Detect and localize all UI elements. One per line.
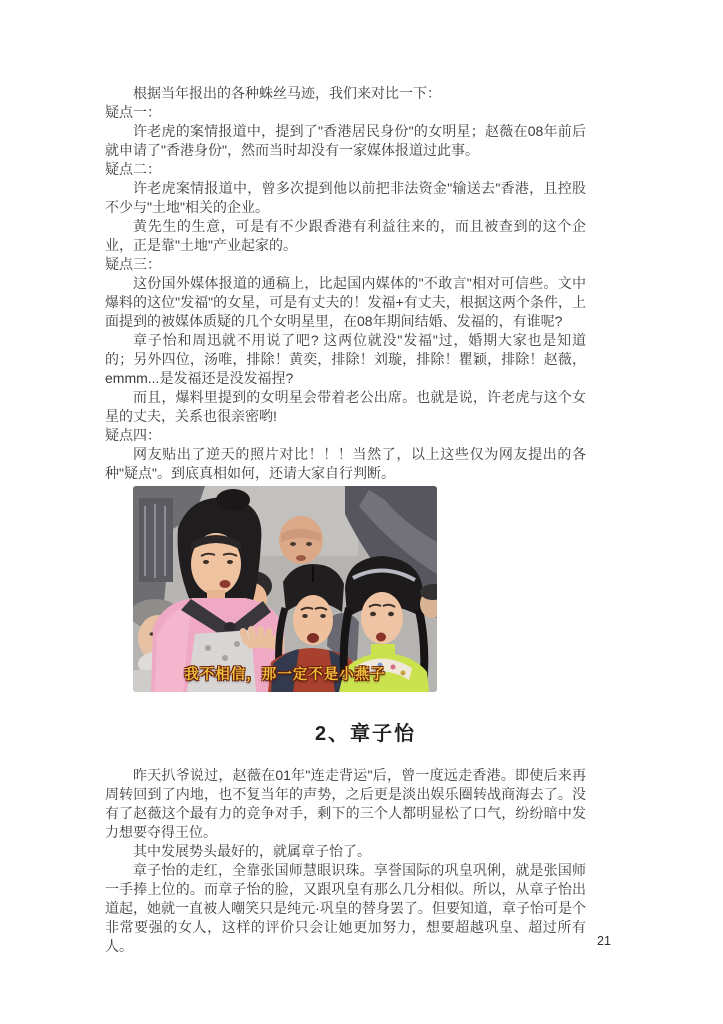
paragraph: 而且，爆料里提到的女明星会带着老公出席。也就是说，许老虎与这个女星的丈夫，关系也很亲密哟! <box>105 389 586 424</box>
section-heading: 2、章子怡 <box>314 723 417 745</box>
paragraph: 疑点二： <box>105 161 161 177</box>
page-number: 21 <box>597 934 611 948</box>
drama-still-image <box>133 486 437 692</box>
article-body <box>105 84 586 956</box>
paragraph: 根据当年报出的各种蛛丝马迹，我们来对比一下： <box>133 85 441 101</box>
drama-photo <box>133 486 437 692</box>
paragraph: 疑点一： <box>105 104 161 120</box>
section2-paragraphs <box>105 766 586 956</box>
bald-man-figure <box>279 516 323 564</box>
photo-subtitle: 我不相信，那一定不是小燕子 <box>184 667 386 683</box>
paragraph: 这份国外媒体报道的通稿上，比起国内媒体的"不敢言"相对可信些。文中爆料的这位"发福"的女星，可是有丈夫的！发福+有丈夫，根据这两个条件，上面提到的被媒体质疑的几个女明星里，在08年期间结婚、发福的，有谁呢? <box>105 275 586 329</box>
paragraph: 疑点四： <box>105 427 161 443</box>
paragraph: 许老虎的案情报道中，提到了"香港居民身份"的女明星；赵薇在08年前后就申请了"香港身份"，然而当时却没有一家媒体报道过此事。 <box>105 123 586 158</box>
section1-paragraphs <box>105 84 586 483</box>
paragraph: 黄先生的生意，可是有不少跟香港有利益往来的，而且被查到的这个企业，正是靠"土地"产业起家的。 <box>105 218 586 253</box>
paragraph: 章子怡和周迅就不用说了吧? 这两位就没"发福"过，婚期大家也是知道的；另外四位，汤唯，排除！黄奕，排除！刘璇，排除！瞿颖，排除！赵薇，emmm...是发福还是没发福捏? <box>105 332 586 386</box>
paragraph: 章子怡的走红，全靠张国师慧眼识珠。享誉国际的巩皇巩俐，就是张国师一手捧上位的。而章子怡的脸，又跟巩皇有那么几分相似。所以，从章子怡出道起，她就一直被人嘲笑只是纯元·巩皇的替身罢了。但要知道，章子怡可是个非常要强的女人，这样的评价只会让她更加努力，想要超越巩皇、超过所有人。 <box>105 862 586 954</box>
paragraph: 其中发展势头最好的，就属章子怡了。 <box>133 843 371 859</box>
paragraph: 昨天扒爷说过，赵薇在01年"连走背运"后，曾一度远走香港。即使后来再周转回到了内地，也不复当年的声势，之后更是淡出娱乐圈转战商海去了。没有了赵薇这个最有力的竞争对手，剩下的三个人都明显松了口气，纷纷暗中发力想要夺得王位。 <box>105 767 586 840</box>
paragraph: 网友贴出了逆天的照片对比！！！当然了，以上这些仅为网友提出的各种"疑点"。到底真相如何，还请大家自行判断。 <box>105 446 586 481</box>
paragraph: 许老虎案情报道中，曾多次提到他以前把非法资金"输送去"香港，且控股不少与"土地"相关的企业。 <box>105 180 586 215</box>
paragraph: 疑点三： <box>105 256 161 272</box>
